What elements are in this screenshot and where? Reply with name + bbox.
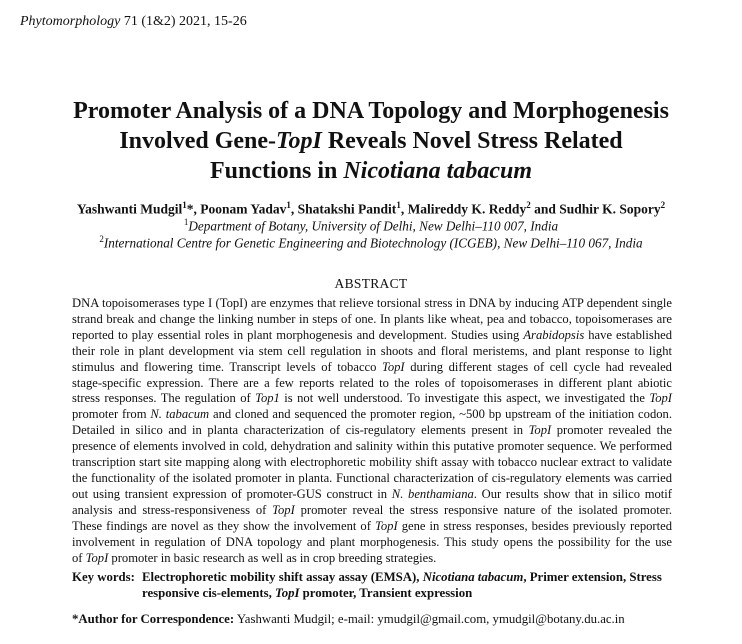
text-run: strand break and change the linking number in steps of one. In plants like wheat, pea and tobacco, topoisomerases are xyxy=(72,311,672,326)
italic-term: N. benthamiana xyxy=(391,486,474,501)
author-separator: , xyxy=(193,201,201,217)
text-run: have established xyxy=(584,327,672,342)
abstract-line xyxy=(72,439,672,455)
affiliation-2 xyxy=(20,234,722,251)
italic-term: Top1 xyxy=(255,391,280,406)
italic-term: TopI xyxy=(528,423,552,438)
author-separator: , xyxy=(400,201,408,217)
affiliation-marker: 2 xyxy=(99,234,104,244)
abstract-line xyxy=(72,328,672,344)
abstract-line xyxy=(72,487,672,503)
text-run: stress responses. The regulation of xyxy=(72,391,256,406)
text-run: is not well understood. To investigate this aspect, we investigated the xyxy=(279,391,650,406)
author-affiliation-marker: 2 xyxy=(660,200,666,210)
abstract-line xyxy=(72,344,672,360)
author-name: Poonam Yadav xyxy=(200,201,287,217)
author-name: Yashwanti Mudgil xyxy=(76,201,183,217)
affiliation-text: Department of Botany, University of Delhi, New Delhi–110 007, India xyxy=(188,218,559,234)
author-affiliation-marker: 1 xyxy=(182,200,187,210)
author-name: Shatakshi Pandit xyxy=(297,201,397,217)
text-run: presence of elements involved in cold, dehydration and salinity within this putative promoter sequence. We performed xyxy=(72,439,672,454)
italic-term: TopI xyxy=(85,550,109,565)
text-run: during different stages of cell cycle had revealed xyxy=(404,359,672,374)
journal-volume: 71 (1&2) 2021, 15-26 xyxy=(123,14,247,29)
author-list xyxy=(20,200,722,218)
keywords-text xyxy=(142,570,682,601)
italic-term: TopI xyxy=(275,585,300,600)
journal-citation xyxy=(20,14,247,30)
author-affiliation-marker: 1 xyxy=(286,200,291,210)
author-separator: , xyxy=(290,201,298,217)
italic-term: TopI xyxy=(272,502,295,517)
title-gene-name: TopI xyxy=(276,128,322,154)
text-run: Electrophoretic mobility shift assay assay (EMSA), xyxy=(142,570,423,584)
abstract-line xyxy=(72,296,672,312)
abstract-body xyxy=(72,296,672,566)
text-run: gene in stress responses, besides previously reported xyxy=(397,518,672,533)
correspondence-label: *Author for Correspondence: xyxy=(72,612,235,626)
text-run: . Our results show that in silico motif xyxy=(473,486,673,501)
text-run: their role in plant development via stem cell regulation in shoots and floral meristems, and plant response to light xyxy=(72,343,672,358)
title-text: Functions in xyxy=(209,158,344,184)
title-line-2 xyxy=(40,126,702,156)
keywords-label: Key words: xyxy=(72,570,135,584)
corresponding-author-mark: * xyxy=(186,201,194,217)
italic-term: TopI xyxy=(649,391,672,406)
text-run: transcription start site mapping along with electrophoretic mobility shift assay with tobacco nuclear extract to validate xyxy=(72,455,672,470)
text-run: promoter reveal the stress responsive nature of the isolated promoter. xyxy=(294,502,672,517)
abstract-line xyxy=(72,503,672,519)
text-run: DNA topoisomerases type I (TopI) are enzymes that relieve torsional stress in DNA by inducing ATP dependent single xyxy=(72,296,672,310)
text-run: stage-specific expression. There are a few reports related to the roles of topoisomerases in different plant abiotic xyxy=(72,375,672,390)
text-run: promoter, Transient expression xyxy=(299,585,473,600)
italic-term: Nicotiana tabacum xyxy=(422,570,524,584)
abstract-line xyxy=(72,423,672,439)
text-run: These findings are novel as they show the involvement of xyxy=(72,518,375,533)
abstract-line xyxy=(72,551,672,567)
italic-term: TopI xyxy=(375,518,398,533)
abstract-line xyxy=(72,360,672,376)
abstract-line xyxy=(72,455,672,471)
text-run: the functionality of the isolated promoter in planta. Functional characterization of cis-regulatory elements was carried xyxy=(72,470,672,485)
text-run: stimulus and flowering time. Transcript levels of tobacco xyxy=(72,359,382,374)
abstract-heading: ABSTRACT xyxy=(334,276,408,291)
abstract-line xyxy=(72,519,672,535)
italic-term: N. tabacum xyxy=(150,407,210,422)
abstract-line xyxy=(72,391,672,407)
author-separator: and xyxy=(530,201,560,217)
correspondence xyxy=(72,612,625,627)
abstract-line xyxy=(72,535,672,551)
title-line-3 xyxy=(40,156,702,186)
text-run: Detailed in silico and in planta characterization of cis-regulatory elements present in xyxy=(72,423,529,438)
abstract-line xyxy=(72,471,672,487)
title-text: Involved Gene- xyxy=(119,128,277,154)
text-run: of xyxy=(72,550,86,565)
text-run: , Primer extension, Stress responsive cis-elements, xyxy=(142,570,662,600)
author-name: Malireddy K. Reddy xyxy=(407,201,527,217)
text-run: involvement in regulation of DNA topology and plant morphogenesis. This study opens the possibility for the use xyxy=(72,534,672,549)
title-line-1: Promoter Analysis of a DNA Topology and Morphogenesis xyxy=(73,98,669,124)
correspondence-text: Yashwanti Mudgil; e-mail: ymudgil@gmail.com, ymudgil@botany.du.ac.in xyxy=(234,612,625,626)
italic-term: TopI xyxy=(381,359,405,374)
italic-term: Arabidopsis xyxy=(523,327,585,342)
abstract-line xyxy=(72,376,672,392)
title-species-name: Nicotiana tabacum xyxy=(343,158,533,184)
text-run: analysis and stress-responsiveness of xyxy=(72,502,273,517)
affiliation-text: International Centre for Genetic Engineering and Biotechnology (ICGEB), New Delhi–110 067, India xyxy=(103,235,643,251)
text-run: promoter in basic research as well as in crop breeding strategies. xyxy=(108,550,437,565)
author-name: Sudhir K. Sopory xyxy=(559,201,661,217)
text-run: and cloned and sequenced the promoter region, ~500 bp upstream of the initiation codon. xyxy=(209,407,672,422)
abstract-line xyxy=(72,312,672,328)
text-run: reported to play essential roles in plant morphogenesis and development. Studies using xyxy=(72,327,524,342)
author-affiliation-marker: 1 xyxy=(396,200,401,210)
journal-name: Phytomorphology xyxy=(20,14,121,29)
abstract-line xyxy=(72,407,672,423)
title-text: Reveals Novel Stress Related xyxy=(321,128,623,154)
affiliation-1 xyxy=(20,217,722,234)
text-run: out using transient expression of promoter-GUS construct in xyxy=(72,486,392,501)
text-run: promoter revealed the xyxy=(551,423,672,438)
author-affiliation-marker: 2 xyxy=(526,200,531,210)
paper-title xyxy=(40,96,702,186)
affiliation-marker: 1 xyxy=(183,217,189,227)
keywords-block xyxy=(72,570,682,601)
text-run: promoter from xyxy=(72,407,151,422)
